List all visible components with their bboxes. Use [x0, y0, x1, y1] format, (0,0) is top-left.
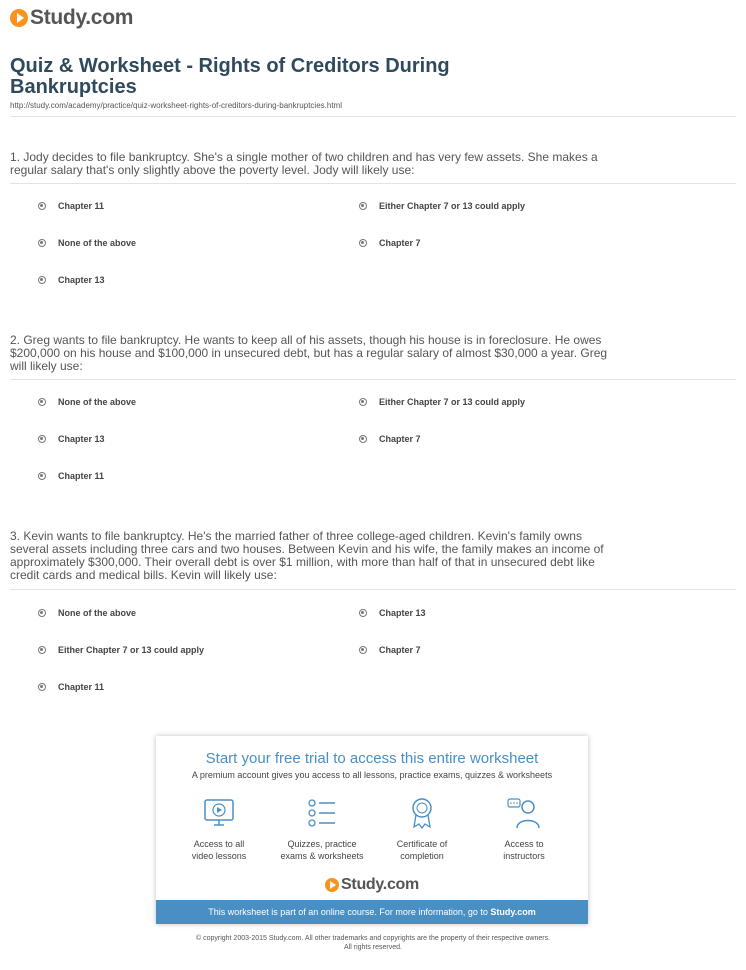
- promo-subheading: A premium account gives you access to all lessons, practice exams, quizzes & worksheets: [191, 770, 553, 780]
- option-label: Chapter 11: [58, 471, 105, 481]
- radio-icon[interactable]: [38, 609, 46, 617]
- logo-text: Study.com: [30, 6, 134, 29]
- option-label: Chapter 7: [379, 434, 421, 444]
- radio-icon[interactable]: [359, 202, 367, 210]
- rights-text: All rights reserved.: [344, 944, 402, 951]
- footer: [0, 934, 746, 952]
- q2-option[interactable]: [359, 434, 421, 444]
- divider: [10, 379, 736, 380]
- radio-icon[interactable]: [38, 646, 46, 654]
- question-3-text: 3. Kevin wants to file bankruptcy. He's the married father of three college-aged children. Kevin's family owns several assets including three cars and two houses. Between Kevin and his wife, the family makes an income of approximately $300,000. Their overall debt is over $1 million, with more than half of that in unsecured debt like credit cards and medical bills. Kevin will likely use:: [10, 529, 604, 582]
- feature-quizzes: [277, 796, 367, 862]
- option-label: Chapter 11: [58, 682, 105, 692]
- divider: [10, 183, 736, 184]
- q3-option[interactable]: [38, 645, 204, 655]
- promo-heading: Start your free trial to access this entire worksheet: [205, 750, 539, 767]
- option-label: Either Chapter 7 or 13 could apply: [58, 645, 205, 655]
- option-label: Either Chapter 7 or 13 could apply: [379, 201, 526, 211]
- option-label: Chapter 13: [379, 608, 426, 618]
- course-info-banner: [156, 900, 588, 924]
- radio-icon[interactable]: [38, 683, 46, 691]
- q3-option[interactable]: [359, 608, 426, 618]
- option-label: None of the above: [58, 238, 137, 248]
- option-label: None of the above: [58, 608, 137, 618]
- q3-option[interactable]: [359, 645, 421, 655]
- option-label: Chapter 7: [379, 645, 421, 655]
- radio-icon[interactable]: [38, 239, 46, 247]
- page-url: http://study.com/academy/practice/quiz-worksheet-rights-of-creditors-during-bankruptcies.html: [10, 101, 342, 110]
- q2-option[interactable]: [38, 434, 105, 444]
- option-label: Chapter 11: [58, 201, 105, 211]
- q3-option[interactable]: [38, 608, 136, 618]
- feature-video-lessons: [174, 796, 264, 862]
- feature-label: Access to all video lessons: [191, 839, 247, 861]
- radio-icon[interactable]: [38, 472, 46, 480]
- logo-text: Study.com: [341, 876, 419, 893]
- radio-icon[interactable]: [359, 398, 367, 406]
- radio-icon[interactable]: [38, 202, 46, 210]
- radio-icon[interactable]: [359, 609, 367, 617]
- quiz-list-icon: [305, 796, 339, 830]
- banner-link[interactable]: Study.com: [490, 907, 536, 917]
- option-label: Chapter 13: [58, 275, 105, 285]
- q2-option[interactable]: [38, 471, 104, 481]
- divider: [10, 589, 736, 590]
- certificate-icon: [405, 796, 439, 830]
- free-trial-promo: [156, 736, 588, 924]
- q1-option[interactable]: [359, 201, 525, 211]
- feature-instructors: [479, 796, 569, 862]
- q3-option[interactable]: [38, 682, 104, 692]
- question-2-text: 2. Greg wants to file bankruptcy. He wants to keep all of his assets, though his house is in foreclosure. He owes $200,000 on his house and $100,000 in unsecured debt, but has a regular salary of almost $30,000 a year. Greg will likely use:: [10, 333, 608, 373]
- q1-option[interactable]: [38, 275, 105, 285]
- radio-icon[interactable]: [38, 276, 46, 284]
- question-1-text: 1. Jody decides to file bankruptcy. She's a single mother of two children and has very few assets. She makes a regular salary that's only slightly above the poverty level. Jody will likely use:: [10, 150, 598, 177]
- page-title: Quiz & Worksheet - Rights of Creditors During Bankruptcies: [10, 55, 450, 98]
- play-logo-icon: [10, 9, 28, 27]
- radio-icon[interactable]: [38, 435, 46, 443]
- video-lesson-icon: [202, 796, 236, 830]
- q2-option[interactable]: [38, 397, 136, 407]
- banner-text: This worksheet is part of an online course. For more information, go to: [208, 907, 491, 917]
- radio-icon[interactable]: [359, 646, 367, 654]
- option-label: Chapter 13: [58, 434, 105, 444]
- q1-option[interactable]: [359, 238, 421, 248]
- feature-certificate: [377, 796, 467, 862]
- promo-study-logo[interactable]: [156, 876, 588, 894]
- feature-label: Access to instructors: [503, 839, 545, 861]
- radio-icon[interactable]: [359, 435, 367, 443]
- option-label: Chapter 7: [379, 238, 421, 248]
- option-label: None of the above: [58, 397, 137, 407]
- study-logo[interactable]: [10, 6, 133, 30]
- radio-icon[interactable]: [359, 239, 367, 247]
- feature-label: Certificate of completion: [396, 839, 448, 861]
- copyright-text: © copyright 2003-2015 Study.com. All other trademarks and copyrights are the property of their respective owners.: [195, 935, 551, 942]
- play-logo-icon: [325, 878, 339, 892]
- divider: [10, 116, 736, 117]
- q1-option[interactable]: [38, 238, 136, 248]
- q1-option[interactable]: [38, 201, 104, 211]
- instructor-icon: [507, 796, 541, 830]
- q2-option[interactable]: [359, 397, 525, 407]
- feature-label: Quizzes, practice exams & worksheets: [280, 839, 364, 861]
- option-label: Either Chapter 7 or 13 could apply: [379, 397, 526, 407]
- radio-icon[interactable]: [38, 398, 46, 406]
